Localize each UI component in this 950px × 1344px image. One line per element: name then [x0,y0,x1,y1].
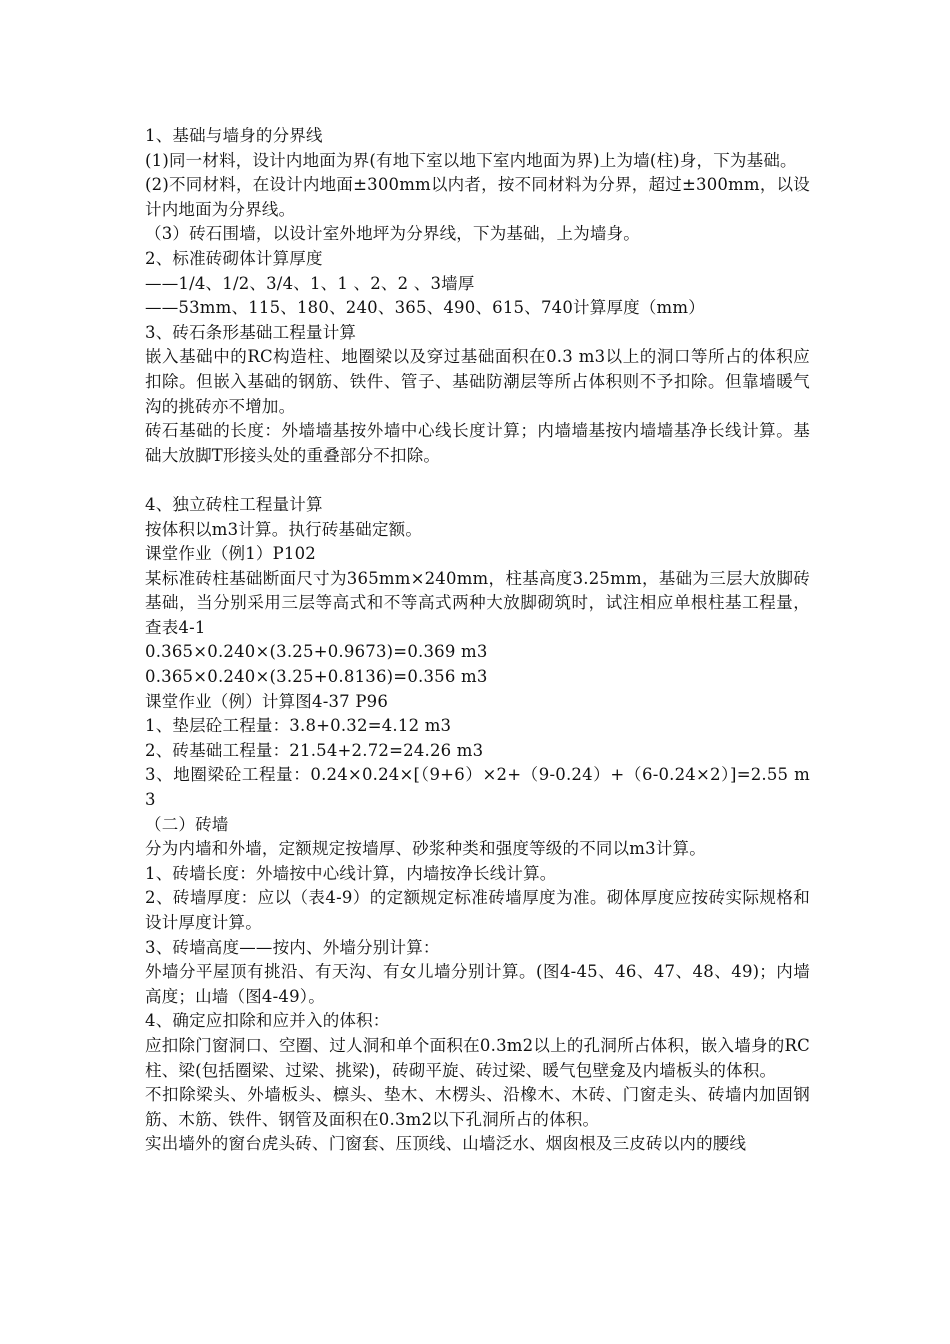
heading-standard-brick-thickness: 2、标准砖砌体计算厚度 [145,248,323,268]
paragraph: 课堂作业（例）计算图4-37 P96 [145,691,389,711]
paragraph: 1、砖墙长度：外墙按中心线计算，内墙按净长线计算。 [145,863,557,883]
paragraph: 不扣除梁头、外墙板头、檩头、垫木、木楞头、沿橡木、木砖、门窗走头、砖墙内加固钢筋、木筋、铁件、钢管及面积在0.3m2以下孔洞所占的体积。 [145,1085,810,1129]
paragraph: 外墙分平屋顶有挑沿、有天沟、有女儿墙分别计算。(图4-45、46、47、48、49)；内墙高度；山墙（图4-49）。 [145,962,810,1006]
heading-strip-foundation: 3、砖石条形基础工程量计算 [145,322,357,342]
paragraph: 应扣除门窗洞口、空圈、过人洞和单个面积在0.3m2以上的孔洞所占体积，嵌入墙身的RC柱、梁(包括圈梁、过梁、挑梁)，砖砌平旋、砖过梁、暖气包壁龛及内墙板头的体积。 [145,1035,810,1080]
paragraph: 4、确定应扣除和应并入的体积： [145,1011,390,1031]
blank-line [145,468,810,493]
heading-foundation-wall-boundary: 1、基础与墙身的分界线 [145,126,323,145]
paragraph: 课堂作业（例1）P102 [145,544,316,564]
paragraph: 实出墙外的窗台虎头砖、门窗套、压顶线、山墙泛水、烟囱根及三皮砖以内的腰线 [145,1134,747,1154]
paragraph: 嵌入基础中的RC构造柱、地圈梁以及穿过基础面积在0.3 m3以上的洞口等所占的体积应扣除。但嵌入基础的钢筋、铁件、管子、基础防潮层等所占体积则不予扣除。但靠墙暖气沟的挑砖亦不增加。 [145,347,810,416]
paragraph: （3）砖石围墙，以设计室外地坪为分界线，下为基础，上为墙身。 [145,224,640,244]
paragraph: 分为内墙和外墙，定额规定按墙厚、砂浆种类和强度等级的不同以m3计算。 [145,839,706,859]
paragraph: (1)同一材料，设计内地面为界(有地下室以地下室内地面为界)上为墙(柱)身，下为基础。 [145,150,797,170]
formula-line: 0.365×0.240×(3.25+0.9673)=0.369 m3 [145,642,488,662]
paragraph: 某标准砖柱基础断面尺寸为365mm×240mm，柱基高度3.25mm，基础为三层大放脚砖基础，当分别采用三层等高式和不等高式两种大放脚砌筑时，试注相应单根柱基工程量，查表4-1 [145,568,810,637]
formula-line: 2、砖基础工程量：21.54+2.72=24.26 m3 [145,740,484,760]
paragraph: ——53mm、115、180、240、365、490、615、740计算厚度（mm） [145,298,705,318]
paragraph: 按体积以m3计算。执行砖基础定额。 [145,519,423,539]
heading-brick-wall: （二）砖墙 [145,814,229,834]
document-body [145,124,810,1157]
formula-line: 1、垫层砼工程量：3.8+0.32=4.12 m3 [145,716,452,736]
paragraph: ——1/4、1/2、3/4、1、1 、2、2 、3墙厚 [145,273,475,293]
heading-brick-column: 4、独立砖柱工程量计算 [145,494,323,514]
paragraph: 砖石基础的长度：外墙墙基按外墙中心线长度计算；内墙墙基按内墙墙基净长线计算。基础大放脚T形接头处的重叠部分不扣除。 [145,421,810,465]
paragraph: 3、砖墙高度——按内、外墙分别计算： [145,937,440,957]
paragraph: (2)不同材料，在设计内地面±300mm以内者，按不同材料为分界，超过±300mm，以设计内地面为分界线。 [145,175,810,219]
formula-line: 0.365×0.240×(3.25+0.8136)=0.356 m3 [145,667,488,687]
paragraph: 2、砖墙厚度：应以（表4-9）的定额规定标准砖墙厚度为准。砌体厚度应按砖实际规格和设计厚度计算。 [145,888,810,932]
formula-line: 3、地圈梁砼工程量：0.24×0.24×[（9+6）×2+（9-0.24）+（6-0.24×2）]=2.55 m3 [145,765,810,810]
